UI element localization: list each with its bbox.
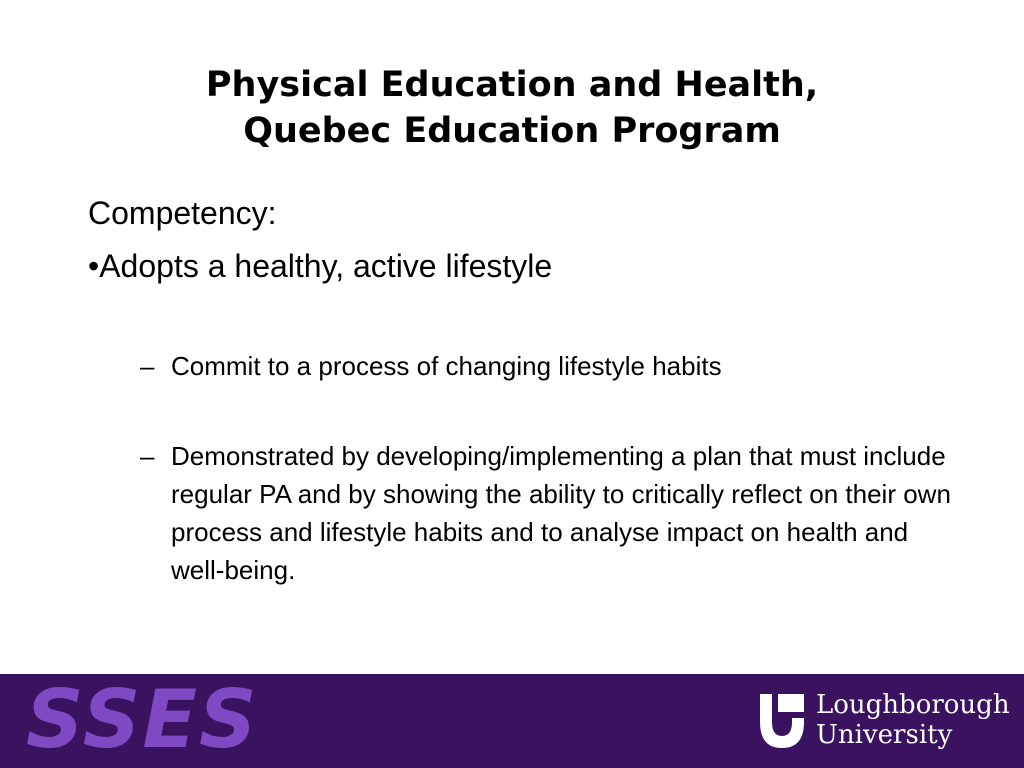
slide-body [88, 192, 968, 589]
competency-label: Competency: [88, 195, 277, 231]
title-line-2: Quebec Education Program [243, 111, 781, 151]
university-name [816, 690, 1010, 750]
sses-logo-text: SSES [26, 673, 259, 766]
sub-bullet [88, 347, 968, 385]
loughborough-logo [758, 690, 1008, 754]
footer-band [0, 674, 1024, 768]
sub-bullet-text: Commit to a process of changing lifestyle habits [171, 351, 722, 381]
title-line-1: Physical Education and Health, [205, 65, 819, 105]
slide-title [0, 62, 1024, 154]
dash-marker: – [140, 441, 155, 471]
university-crest-icon [758, 692, 806, 750]
dash-marker: – [140, 351, 155, 381]
university-name-line-2: University [816, 720, 953, 750]
competency-item: •Adopts a healthy, active lifestyle [88, 248, 553, 284]
university-name-line-1: Loughborough [816, 690, 1010, 720]
sub-bullet-text: Demonstrated by developing/implementing a plan that must include regular PA and by showing the ability to critically reflect on their own process and lifestyle habits and to analyse impact on health and well-being. [171, 441, 951, 585]
sub-bullet [88, 437, 968, 589]
